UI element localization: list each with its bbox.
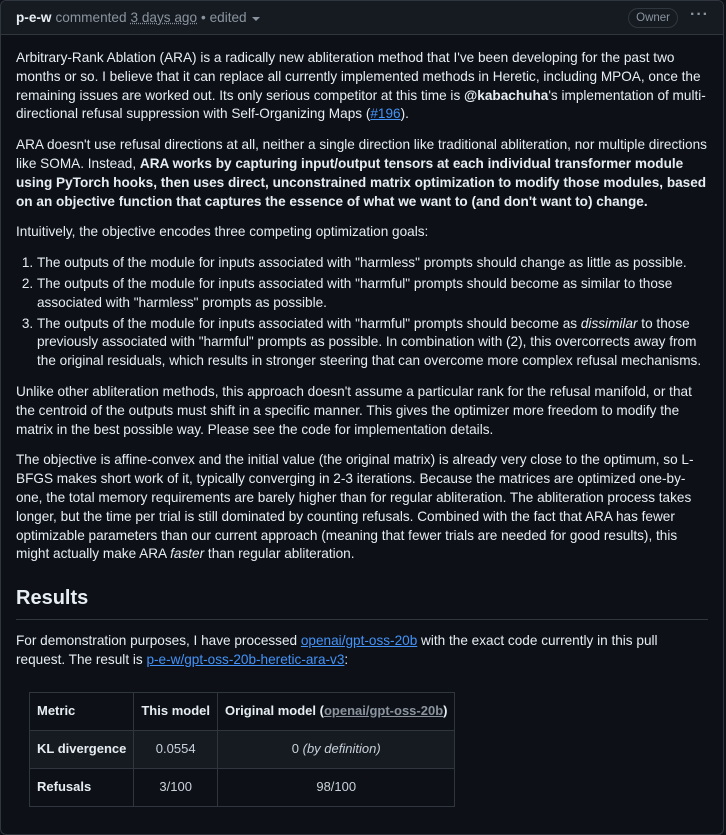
kl-this: 0.0554 [134,730,218,768]
emphasis: (by definition) [302,740,381,756]
results-heading: Results [16,586,708,620]
intro-paragraph [16,49,708,124]
goals-list [16,254,708,371]
text: to those previously associated with "harmful" prompts as possible. In combination with (2), this overcorrects away from the original residuals, which results in stronger steering that can overcome more complex refusal mechanisms. [37,315,702,369]
comment-action: commented [55,10,127,25]
chevron-down-icon [252,17,260,21]
text: : [344,651,349,667]
header-this-model: This model [134,692,218,730]
text: than regular abliteration. [204,546,355,562]
header-metric: Metric [30,692,134,730]
kebab-menu-icon[interactable]: ··· [690,5,709,23]
results-paragraph [16,632,708,670]
list-item: 1. The outputs of the module for inputs associated with "harmless" prompts should change as little as possible. [37,254,708,273]
header-original-model [217,692,455,730]
text: ) [443,702,448,718]
text: Arbitrary-Rank Ablation (ARA) is a radically new abliteration method that I've been developing for the past two months or so. I believe that it can replace all currently implemented methods in Heretic, including MPOA, once the remaining issues are worked out. Its only serious competitor at this time is [16,50,701,103]
rank-paragraph: Unlike other abliteration methods, this approach doesn't assume a particular rank for the refusal manifold, or that the centroid of the outputs must shift in a specific manner. This gives the optimizer more freedom to modify the matrix in the best possible way. Please see the code for implementation details. [16,383,692,437]
text: 0 [291,740,303,756]
comment-header [1,1,723,35]
refusals-original: 98/100 [217,768,455,806]
metric-kl: KL divergence [30,730,134,768]
timestamp-link[interactable]: 3 days ago [130,10,198,25]
text: 's implementation of multi-directional refusal suppression with Self-Organizing Maps ( [16,87,706,122]
convexity-paragraph [16,451,708,564]
text: Original model ( [224,702,324,718]
author-link[interactable]: p-e-w [16,10,52,25]
text: For demonstration purposes, I have processed [16,633,301,649]
list-item: 2. The outputs of the module for inputs associated with "harmful" prompts should become as similar to those associated with "harmless" prompts as possible. [37,275,708,313]
metric-refusals: Refusals [30,768,134,806]
model-link-original[interactable]: openai/gpt-oss-20b [300,633,418,649]
kl-original [217,730,455,768]
text: The outputs of the module for inputs associated with "harmful" prompts should become as [37,315,581,331]
list-item [37,315,708,371]
user-mention[interactable]: @kabachuha [464,87,549,103]
model-link-result[interactable]: p-e-w/gpt-oss-20b-heretic-ara-v3 [146,651,345,667]
comment-body [1,35,723,807]
refusals-this: 3/100 [134,768,218,806]
owner-badge: Owner [628,8,678,28]
table-row [30,768,455,806]
issue-link[interactable]: #196 [370,106,401,122]
goals-intro: Intuitively, the objective encodes three competing optimization goals: [16,224,429,240]
edited-label: • edited [201,10,247,25]
table-header-row [30,692,455,730]
text: with the exact code currently in this pull request. The result is [16,633,658,667]
method-paragraph [16,136,708,211]
text: ARA doesn't use refusal directions at all, neither a single direction like traditional abliteration, nor multiple directions like SOMA. Instead, [16,137,707,171]
emphasis: faster [170,546,205,562]
results-table [29,692,455,807]
text: ). [400,106,409,122]
table-row [30,730,455,768]
emphasis: dissimilar [580,315,638,331]
original-model-link[interactable]: openai/gpt-oss-20b [323,702,444,718]
bold-text: ARA works by capturing input/output tensors at each individual transformer module using PyTorch hooks, then uses direct, unconstrained matrix optimization to modify those modules, based on an objective function that captures the essence of what we want to (and don't want to) change. [16,155,707,209]
results-table-wrapper [29,692,708,807]
edited-dropdown[interactable] [201,10,260,25]
text: The objective is affine-convex and the initial value (the original matrix) is already very close to the optimum, so L-BFGS makes short work of it, typically converging in 2-3 iterations. Because the matrices are optimized one-by-one, the total memory requirements are barely higher than for regular abliteration. The abliteration process takes longer, but the time per trial is still dominated by counting refusals. Combined with the fact that ARA has fewer optimizable parameters than our current approach (meaning that fewer trials are needed for good results), this might actually make ARA [16,452,694,562]
